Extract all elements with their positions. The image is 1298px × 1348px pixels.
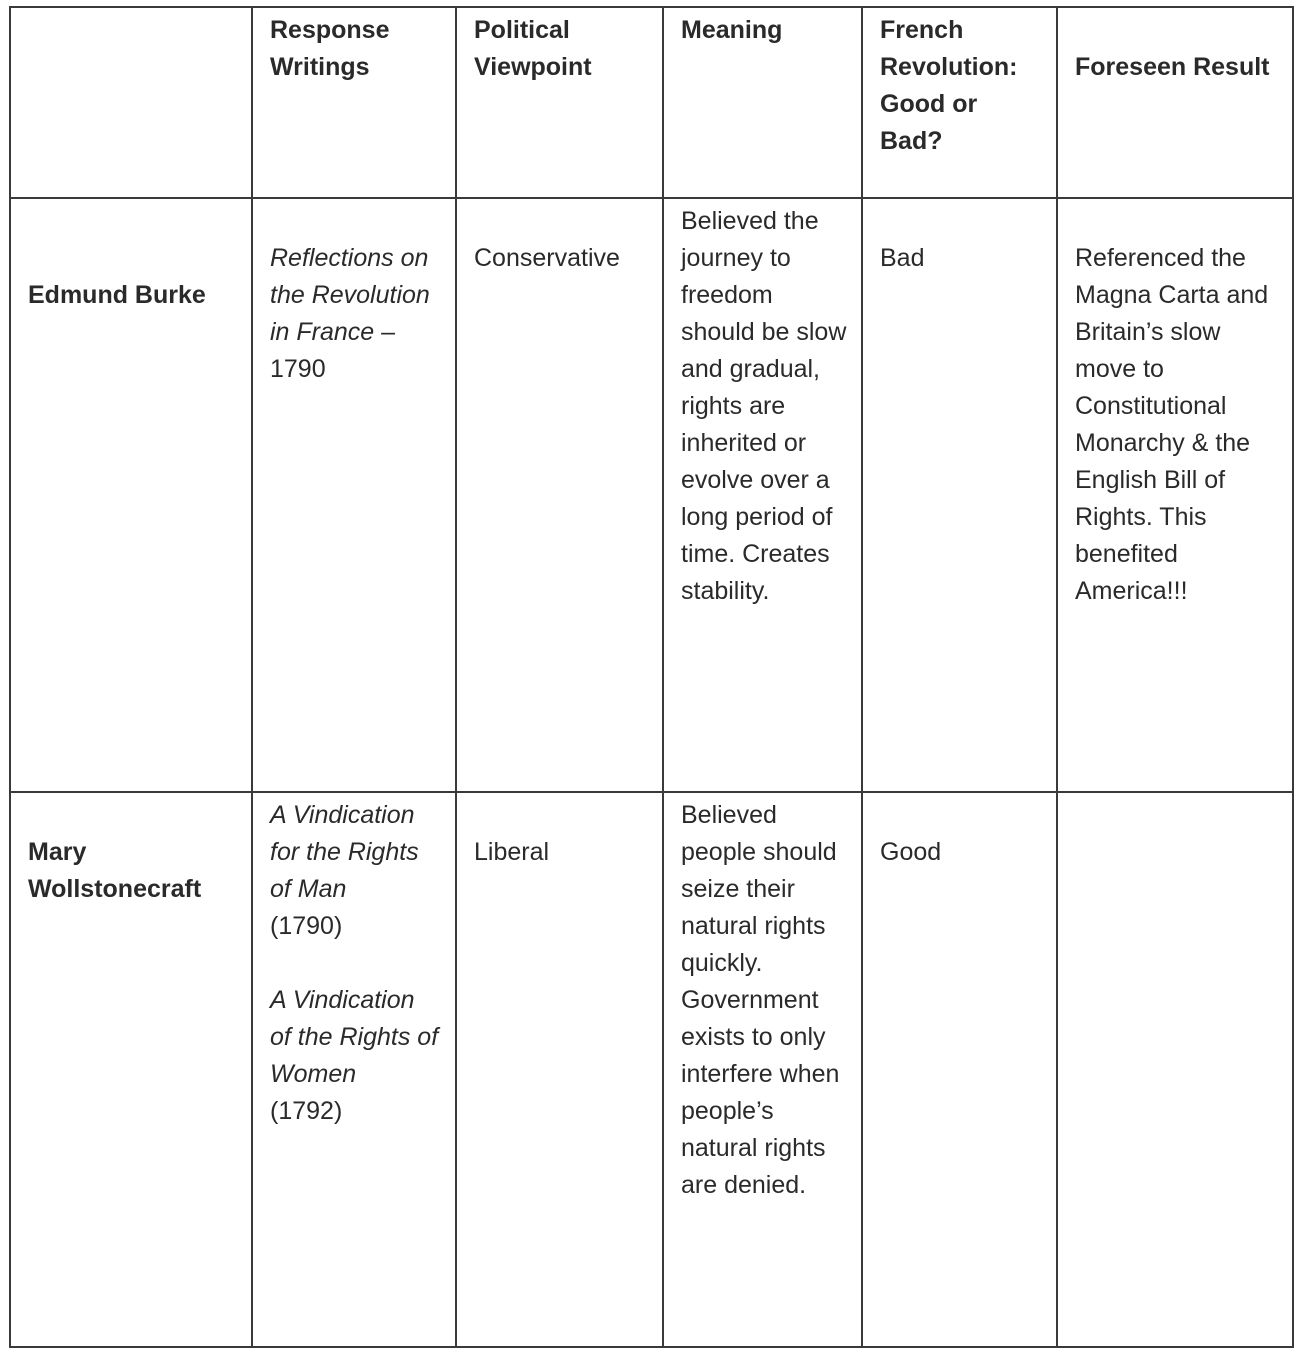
good-or-bad-cell: Good bbox=[862, 792, 1057, 1347]
header-response-writings: Response Writings bbox=[252, 7, 456, 198]
spacer bbox=[270, 945, 441, 982]
meaning-cell: Believed people should seize their natural rights quickly. Government exists to only interfere when people’s natural rights are denied. bbox=[663, 792, 862, 1347]
header-foreseen-result: Foreseen Result bbox=[1057, 7, 1293, 198]
table-row bbox=[10, 198, 1293, 792]
header-row bbox=[10, 7, 1293, 198]
writing-year: (1790) bbox=[270, 912, 343, 940]
comparison-table bbox=[9, 6, 1294, 1348]
header-meaning: Meaning bbox=[663, 7, 862, 198]
writing-title: A Vindication for the Rights of Man bbox=[270, 801, 419, 903]
table-row bbox=[10, 792, 1293, 1347]
writing-title: Reflections on the Revolution in France bbox=[270, 244, 430, 346]
writing-year: (1792) bbox=[270, 1097, 343, 1125]
response-writings-cell bbox=[252, 792, 456, 1347]
header-empty bbox=[10, 7, 252, 198]
meaning-cell: Believed the journey to freedom should be slow and gradual, rights are inherited or evolve over a long period of time. Creates stability. bbox=[663, 198, 862, 792]
viewpoint-cell: Conservative bbox=[456, 198, 663, 792]
response-writings-cell bbox=[252, 198, 456, 792]
header-political-viewpoint: Political Viewpoint bbox=[456, 7, 663, 198]
person-name: Edmund Burke bbox=[10, 198, 252, 792]
good-or-bad-cell: Bad bbox=[862, 198, 1057, 792]
foreseen-result-cell bbox=[1057, 792, 1293, 1347]
viewpoint-cell: Liberal bbox=[456, 792, 663, 1347]
header-good-or-bad: French Revolution: Good or Bad? bbox=[862, 7, 1057, 198]
foreseen-result-cell: Referenced the Magna Carta and Britain’s slow move to Constitutional Monarchy & the English Bill of Rights. This benefited America!!! bbox=[1057, 198, 1293, 792]
writing-year: – 1790 bbox=[270, 318, 396, 383]
person-name: Mary Wollstonecraft bbox=[10, 792, 252, 1347]
writing-title: A Vindication of the Rights of Women bbox=[270, 986, 439, 1088]
